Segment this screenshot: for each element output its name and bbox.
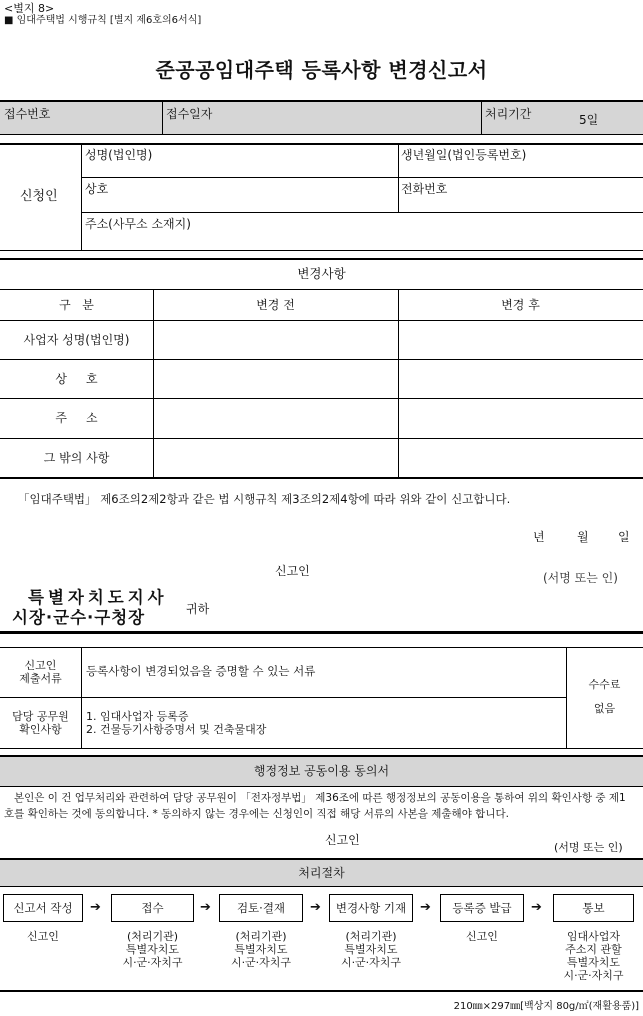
receipt-date-label: 접수일자 xyxy=(166,107,213,121)
consent-reporter-label: 신고인 xyxy=(325,833,360,847)
arrow-right-icon: ➔ xyxy=(90,900,101,915)
recipient-suffix: 귀하 xyxy=(186,602,210,616)
consent-text: 본인은 이 건 업무처리와 관련하여 담당 공무원이 「전자정부법」 제36조에 따른 행정정보의 공동이용을 통하여 위의 확인사항 중 제1 xyxy=(14,792,626,804)
date-year-label: 년 xyxy=(533,530,545,544)
procedure-step-box: 변경사항 기재 xyxy=(329,894,413,922)
applicant-address-label: 주소(사무소 소재지) xyxy=(85,217,191,231)
procedure-step-who: 임대사업자 주소지 관할 특별자치도 시·군·자치구 xyxy=(563,930,624,982)
procedure-step-who: (처리기관) 특별자치도 시·군·자치구 xyxy=(230,930,292,969)
procedure-step-who: (처리기관) 특별자치도 시·군·자치구 xyxy=(340,930,402,969)
receipt-number-label: 접수번호 xyxy=(4,107,51,121)
procedure-step-box: 접수 xyxy=(111,894,194,922)
consent-text: 호를 확인하는 것에 동의합니다. * 동의하지 않는 경우에는 신청인이 직접 해당 서류의 사본을 제출해야 합니다. xyxy=(4,808,509,820)
procedure-step-box: 등록증 발급 xyxy=(440,894,524,922)
annex-label: <별지 8> xyxy=(4,2,55,15)
receipt-row-bg xyxy=(0,102,643,135)
recipient-governor: 특별자치도지사 xyxy=(28,588,168,607)
fee-label: 수수료 xyxy=(588,678,621,691)
procedure-title: 처리절차 xyxy=(298,866,345,880)
arrow-right-icon: ➔ xyxy=(200,900,211,915)
arrow-right-icon: ➔ xyxy=(310,900,321,915)
paper-spec: 210㎜×297㎜[백상지 80g/㎡(재활용품)] xyxy=(453,1001,639,1012)
applicant-birth-label: 생년월일(법인등록번호) xyxy=(401,148,527,162)
declaration-statement: 「임대주택법」 제6조의2제2항과 같은 법 시행규칙 제3조의2제4항에 따라 위와 같이 신고합니다. xyxy=(18,492,511,506)
processing-period-value: 5일 xyxy=(579,113,599,127)
arrow-right-icon: ➔ xyxy=(531,900,542,915)
procedure-step-who: 신고인 xyxy=(466,930,498,943)
procedure-step-box: 검토·결재 xyxy=(219,894,303,922)
consent-signature-hint: (서명 또는 인) xyxy=(554,841,623,854)
date-day-label: 일 xyxy=(618,530,630,544)
processing-period-label: 처리기간 xyxy=(485,107,532,121)
official-check-item: 1. 임대사업자 등록증 xyxy=(86,710,189,723)
applicant-section-label: 신청인 xyxy=(20,189,58,204)
changes-section-title: 변경사항 xyxy=(297,266,346,281)
page-title: 준공공임대주택 등록사항 변경신고서 xyxy=(155,58,488,82)
date-month-label: 월 xyxy=(577,530,589,544)
col-after-header: 변경 후 xyxy=(501,298,540,312)
official-check-item: 2. 건물등기사항증명서 및 건축물대장 xyxy=(86,723,267,736)
recipient-mayor: 시장·군수·구청장 xyxy=(12,608,146,627)
submit-docs-label: 제출서류 xyxy=(19,672,62,685)
change-row-label: 주 소 xyxy=(55,411,98,425)
law-reference: ■ 임대주택법 시행규칙 [별지 제6호의6서식] xyxy=(4,15,202,26)
procedure-step-box: 통보 xyxy=(553,894,634,922)
submit-docs-content: 등록사항이 변경되었음을 증명할 수 있는 서류 xyxy=(86,664,316,678)
consent-title: 행정정보 공동이용 동의서 xyxy=(253,764,390,778)
applicant-phone-label: 전화번호 xyxy=(401,182,448,196)
col-before-header: 변경 전 xyxy=(256,298,295,312)
signature-hint: (서명 또는 인) xyxy=(543,571,618,585)
procedure-step-who: (처리기관) 특별자치도 시·군·자치구 xyxy=(122,930,183,969)
procedure-step-box: 신고서 작성 xyxy=(3,894,83,922)
reporter-label: 신고인 xyxy=(275,564,310,578)
official-check-label: 담당 공무원 xyxy=(12,710,69,723)
submit-docs-label: 신고인 xyxy=(24,659,57,672)
applicant-name-label: 성명(법인명) xyxy=(85,148,153,162)
official-check-label: 확인사항 xyxy=(19,723,62,736)
change-row-label: 그 밖의 사항 xyxy=(43,451,110,465)
change-row-label: 상 호 xyxy=(55,372,98,386)
procedure-step-who: 신고인 xyxy=(27,930,59,943)
col-category-header: 구 분 xyxy=(59,298,94,312)
fee-value: 없음 xyxy=(593,702,616,715)
change-row-label: 사업자 성명(법인명) xyxy=(23,333,130,347)
applicant-trade-label: 상호 xyxy=(85,182,109,196)
arrow-right-icon: ➔ xyxy=(420,900,431,915)
